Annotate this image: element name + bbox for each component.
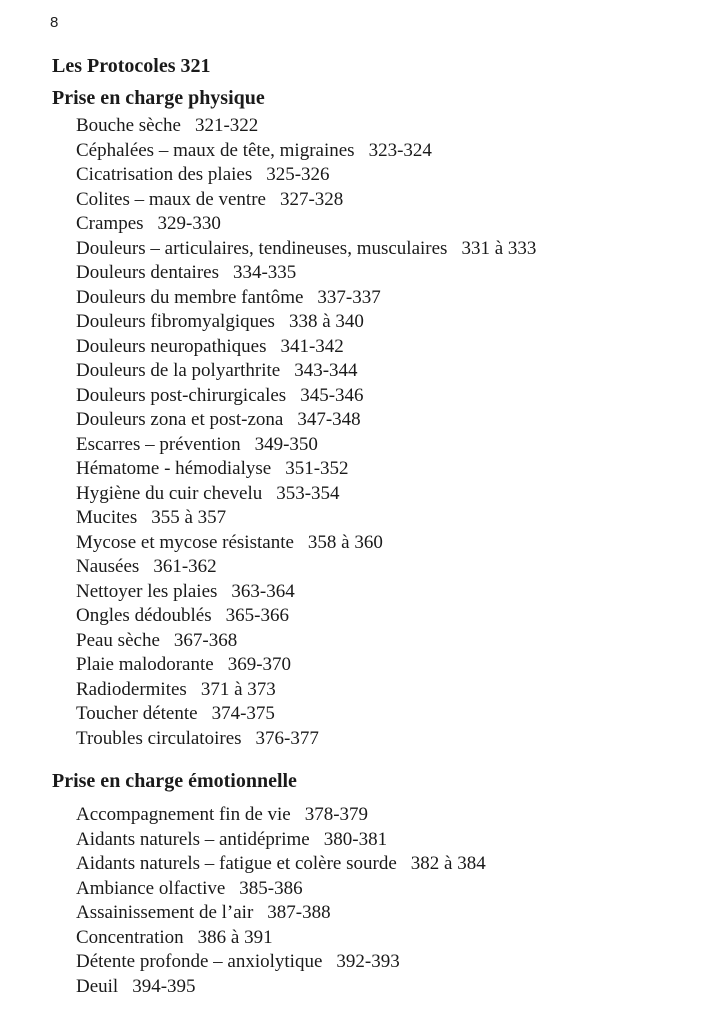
- entry-label: Toucher détente: [76, 703, 198, 724]
- entry-pages: 363-364: [231, 580, 295, 602]
- toc-entry: [76, 702, 692, 727]
- entry-label: Mycose et mycose résistante: [76, 531, 294, 553]
- entry-label: Ambiance olfactive: [76, 877, 226, 899]
- entry-label: Accompagnement fin de vie: [76, 804, 291, 825]
- toc-entry: [76, 286, 692, 311]
- entry-label: Détente profonde – anxiolytique: [76, 951, 323, 972]
- entry-pages: 349-350: [254, 433, 318, 455]
- entry-pages: 385-386: [239, 877, 303, 899]
- toc-entry: [76, 580, 692, 605]
- toc-entry: [76, 926, 692, 951]
- toc-entry: [76, 555, 692, 580]
- entry-pages: 386 à 391: [197, 926, 273, 948]
- entry-label: Crampes: [76, 213, 144, 234]
- entry-label: Hématome - hémodialyse: [76, 458, 272, 479]
- section-title-physique: Prise en charge physique: [52, 87, 265, 109]
- toc-entry: [76, 803, 692, 828]
- entry-list-physique: [52, 114, 692, 751]
- toc-entry: [76, 604, 692, 629]
- entry-pages: 367-368: [173, 629, 238, 651]
- entry-label: Douleurs – articulaires, tendineuses, musculaires: [76, 237, 448, 259]
- entry-pages: 321-322: [194, 115, 259, 136]
- entry-pages: 323-324: [368, 139, 432, 161]
- entry-pages: 331 à 333: [461, 237, 537, 259]
- entry-label: Douleurs post-chirurgicales: [76, 384, 287, 406]
- toc-entry: [76, 457, 692, 482]
- entry-pages: 376-377: [255, 727, 319, 749]
- toc-entry: [76, 310, 692, 335]
- toc-entry: [76, 852, 692, 877]
- entry-pages: 365-366: [225, 605, 289, 626]
- entry-pages: 353-354: [276, 482, 340, 504]
- toc-entry: [76, 359, 692, 384]
- entry-pages: 337-337: [317, 286, 381, 308]
- entry-pages: 325-326: [266, 164, 330, 185]
- entry-pages: 347-348: [297, 409, 361, 430]
- toc-entry: [76, 531, 692, 556]
- toc-entry: [76, 188, 692, 213]
- entry-pages: 355 à 357: [151, 507, 227, 528]
- toc-entry: [76, 384, 692, 409]
- entry-pages: 361-362: [153, 556, 217, 577]
- toc-heading: Les Protocoles 321: [52, 55, 211, 77]
- entry-pages: 343-344: [294, 360, 358, 381]
- toc-entry: [76, 828, 692, 853]
- entry-label: Plaie malodorante: [76, 654, 214, 675]
- entry-label: Assainissement de l’air: [76, 902, 254, 923]
- entry-label: Hygiène du cuir chevelu: [76, 482, 263, 504]
- entry-pages: 327-328: [279, 188, 344, 210]
- toc-entry: [76, 237, 692, 262]
- page-number: 8: [50, 14, 59, 31]
- entry-label: Douleurs zona et post-zona: [76, 409, 284, 430]
- entry-pages: 394-395: [132, 975, 196, 997]
- entry-label: Céphalées – maux de tête, migraines: [76, 139, 355, 161]
- toc-entry: [76, 114, 692, 139]
- entry-pages: 382 à 384: [410, 853, 486, 874]
- entry-label: Aidants naturels – fatigue et colère sourde: [76, 853, 397, 874]
- table-of-contents: [52, 52, 692, 999]
- entry-label: Bouche sèche: [76, 115, 181, 136]
- toc-entry: [76, 901, 692, 926]
- entry-list-emotionnelle: [52, 803, 692, 999]
- toc-entry: [76, 163, 692, 188]
- entry-label: Douleurs du membre fantôme: [76, 286, 304, 308]
- entry-label: Cicatrisation des plaies: [76, 164, 253, 185]
- entry-label: Peau sèche: [76, 629, 160, 651]
- entry-label: Douleurs de la polyarthrite: [76, 360, 281, 381]
- entry-label: Mucites: [76, 507, 138, 528]
- entry-pages: 341-342: [280, 335, 344, 357]
- toc-entry: [76, 629, 692, 654]
- entry-pages: 369-370: [227, 654, 292, 675]
- entry-pages: 380-381: [323, 828, 388, 850]
- toc-entry: [76, 139, 692, 164]
- entry-label: Radiodermites: [76, 678, 187, 700]
- toc-entry: [76, 212, 692, 237]
- entry-pages: 345-346: [300, 384, 364, 406]
- entry-pages: 371 à 373: [200, 678, 276, 700]
- entry-pages: 334-335: [232, 262, 297, 283]
- entry-label: Douleurs dentaires: [76, 262, 219, 283]
- section-title-emotionnelle: Prise en charge émotionnelle: [52, 770, 297, 792]
- entry-pages: 374-375: [211, 703, 275, 724]
- entry-label: Nausées: [76, 556, 140, 577]
- entry-pages: 378-379: [304, 804, 369, 825]
- entry-label: Douleurs fibromyalgiques: [76, 311, 275, 332]
- entry-label: Aidants naturels – antidéprime: [76, 828, 310, 850]
- toc-entry: [76, 877, 692, 902]
- entry-label: Escarres – prévention: [76, 433, 241, 455]
- entry-label: Ongles dédoublés: [76, 605, 212, 626]
- toc-entry: [76, 335, 692, 360]
- entry-label: Nettoyer les plaies: [76, 580, 218, 602]
- entry-pages: 329-330: [157, 213, 221, 234]
- toc-entry: [76, 975, 692, 1000]
- entry-label: Deuil: [76, 975, 119, 997]
- entry-label: Colites – maux de ventre: [76, 188, 266, 210]
- toc-entry: [76, 727, 692, 752]
- entry-pages: 351-352: [285, 458, 349, 479]
- entry-pages: 392-393: [336, 951, 400, 972]
- toc-entry: [76, 950, 692, 975]
- entry-pages: 358 à 360: [307, 531, 383, 553]
- toc-entry: [76, 678, 692, 703]
- toc-entry: [76, 408, 692, 433]
- toc-entry: [76, 261, 692, 286]
- entry-label: Troubles circulatoires: [76, 727, 242, 749]
- entry-pages: 387-388: [267, 902, 331, 923]
- toc-entry: [76, 482, 692, 507]
- toc-entry: [76, 506, 692, 531]
- toc-entry: [76, 433, 692, 458]
- toc-entry: [76, 653, 692, 678]
- entry-label: Concentration: [76, 926, 184, 948]
- entry-pages: 338 à 340: [288, 311, 364, 332]
- entry-label: Douleurs neuropathiques: [76, 335, 267, 357]
